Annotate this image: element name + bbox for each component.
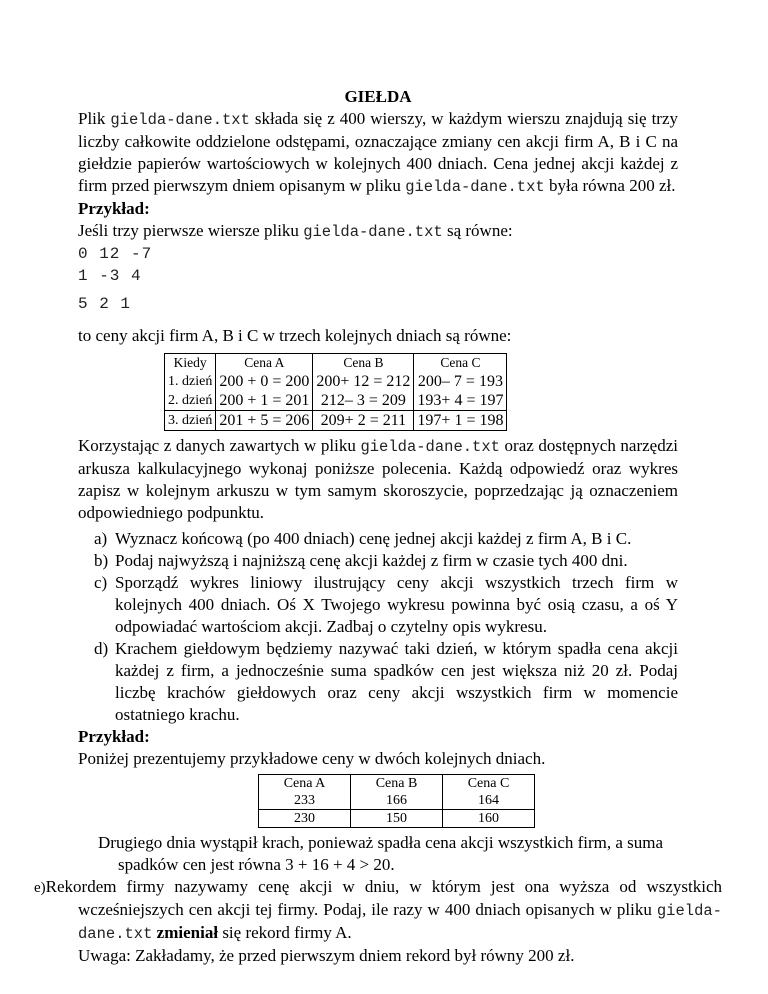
note-paragraph: Uwaga: Zakładamy, że przed pierwszym dniem rekord był równy 200 zł. [78, 946, 575, 965]
table-cell: 200– 7 = 193 [414, 372, 507, 391]
task-label: a) [94, 529, 108, 548]
document-page [34, 86, 722, 967]
col-header-cena-c: Cena C [443, 775, 535, 793]
task-item-d [78, 638, 678, 726]
col-header-cena-b: Cena B [351, 775, 443, 793]
table-cell: 212– 3 = 209 [313, 391, 414, 411]
table-row [259, 792, 535, 810]
table-cell: 200 + 0 = 200 [216, 372, 313, 391]
task-item-c [78, 572, 678, 638]
table-cell: 164 [443, 792, 535, 810]
table-cell: 209+ 2 = 211 [313, 411, 414, 431]
col-header-cena-a: Cena A [259, 775, 351, 793]
code-row-3: 5 2 1 [78, 295, 132, 313]
col-header-cena-a: Cena A [216, 354, 313, 373]
table-row [259, 810, 535, 828]
crash-explanation [78, 832, 678, 876]
table-cell: 193+ 4 = 197 [414, 391, 507, 411]
instructions-text-b: oraz dostępnych narzędzi arkusza kalkulacyjnego wykonaj poniższe polecenia. Każdą odpowiedź oraz wykres zapisz w kolejnym arkuszu w tym samym skoroszycie, poprzedzając ją oznaczeniem odpowiedniego podpunktu. [78, 436, 678, 522]
table-cell: 197+ 1 = 198 [414, 411, 507, 431]
file-name: gielda-dane.txt [110, 111, 250, 129]
table-row [165, 372, 507, 391]
example-intro-text-b: są równe: [442, 221, 513, 240]
col-header-cena-c: Cena C [414, 354, 507, 373]
task-text: Wyznacz końcową (po 400 dniach) cenę jednej akcji każdej z firm A, B i C. [115, 529, 632, 548]
intro-text-2: składa się z 400 wierszy, w każdym wierszu znajdują się trzy liczby całkowite oddzielone odstępami, oznaczające zmiany cen akcji firm A, B i C na giełdzie papierów wartościowych w kolejnych 400 dniach. Cena jednej akcji każdej z firm przed pierwszym dniem opisanym w pliku [78, 109, 678, 195]
file-name: gielda-dane.txt [303, 223, 443, 241]
task-label: c) [94, 573, 108, 592]
example-heading: Przykład: [78, 199, 150, 218]
file-name: gielda-dane.txt [360, 438, 500, 456]
table-cell: 200 + 1 = 201 [216, 391, 313, 411]
table-cell: 166 [351, 792, 443, 810]
table-cell: 150 [351, 810, 443, 828]
task-e-text-b: się rekord firmy A. [218, 923, 352, 942]
task-label: b) [94, 551, 109, 570]
table-cell: 3. dzień [165, 411, 216, 431]
table-cell: 200+ 12 = 212 [313, 372, 414, 391]
col-header-kiedy: Kiedy [165, 354, 216, 373]
table-cell: 201 + 5 = 206 [216, 411, 313, 431]
task-text: Krachem giełdowym będziemy nazywać taki dzień, w którym spadła cena akcji każdej z firm, a jednocześnie suma spadków cen jest większa niż 20 zł. Podaj liczbę krachów giełdowych oraz ceny akcji wszystkich firm w momencie ostatniego krachu. [115, 639, 678, 724]
instructions-paragraph [78, 435, 678, 524]
crash-explanation-text: Drugiego dnia wystąpił krach, ponieważ spadła cena akcji wszystkich firm, a suma spadków cen jest równa 3 + 16 + 4 > 20. [98, 833, 664, 874]
table-cell: 233 [259, 792, 351, 810]
task-item-e [34, 876, 722, 945]
code-row-2: 1 -3 4 [78, 267, 142, 285]
file-name: gielda-dane.txt [78, 902, 722, 943]
table-cell: 1. dzień [165, 372, 216, 391]
task-item-a [78, 528, 678, 550]
code-row-1: 0 12 -7 [78, 245, 153, 263]
task-text: Podaj najwyższą i najniższą cenę akcji każdej z firm w czasie tych 400 dni. [115, 551, 628, 570]
example-intro-2: Poniżej prezentujemy przykładowe ceny w dwóch kolejnych dniach. [78, 749, 546, 768]
table-row [165, 411, 507, 431]
crash-example-table [258, 774, 535, 828]
task-item-b [78, 550, 678, 572]
intro-text-1: Plik [78, 109, 111, 128]
task-e-text-a: Rekordem firmy nazywamy cenę akcji w dniu, w którym jest ona wyższa od wszystkich wcześniejszych cen akcji tej firmy. Podaj, ile razy w 400 dniach opisanych w pliku [45, 877, 722, 919]
example-heading-2: Przykład: [78, 727, 150, 746]
task-list [78, 528, 678, 726]
file-name: gielda-dane.txt [405, 178, 545, 196]
task-label: d) [94, 639, 109, 658]
example-after: to ceny akcji firm A, B i C w trzech kolejnych dniach są równe: [78, 326, 512, 345]
table-cell: 160 [443, 810, 535, 828]
task-label: e) [34, 880, 46, 896]
intro-paragraph [78, 108, 678, 198]
example-intro [78, 220, 678, 243]
table-row [165, 391, 507, 411]
page-title: GIEŁDA [344, 87, 412, 106]
prices-table [164, 353, 507, 431]
instructions-text-a: Korzystając z danych zawartych w pliku [78, 436, 361, 455]
table-cell: 2. dzień [165, 391, 216, 411]
task-e-bold: zmieniał [156, 923, 219, 942]
task-text: Sporządź wykres liniowy ilustrujący ceny akcji wszystkich trzech firm w kolejnych 400 dniach. Oś X Twojego wykresu powinna być osią czasu, a oś Y odpowiadać wartościom akcji. Zadbaj o czytelny opis wykresu. [115, 573, 678, 636]
col-header-cena-b: Cena B [313, 354, 414, 373]
intro-text-3: była równa 200 zł. [544, 176, 676, 195]
example-intro-text-a: Jeśli trzy pierwsze wiersze pliku [78, 221, 304, 240]
table-cell: 230 [259, 810, 351, 828]
